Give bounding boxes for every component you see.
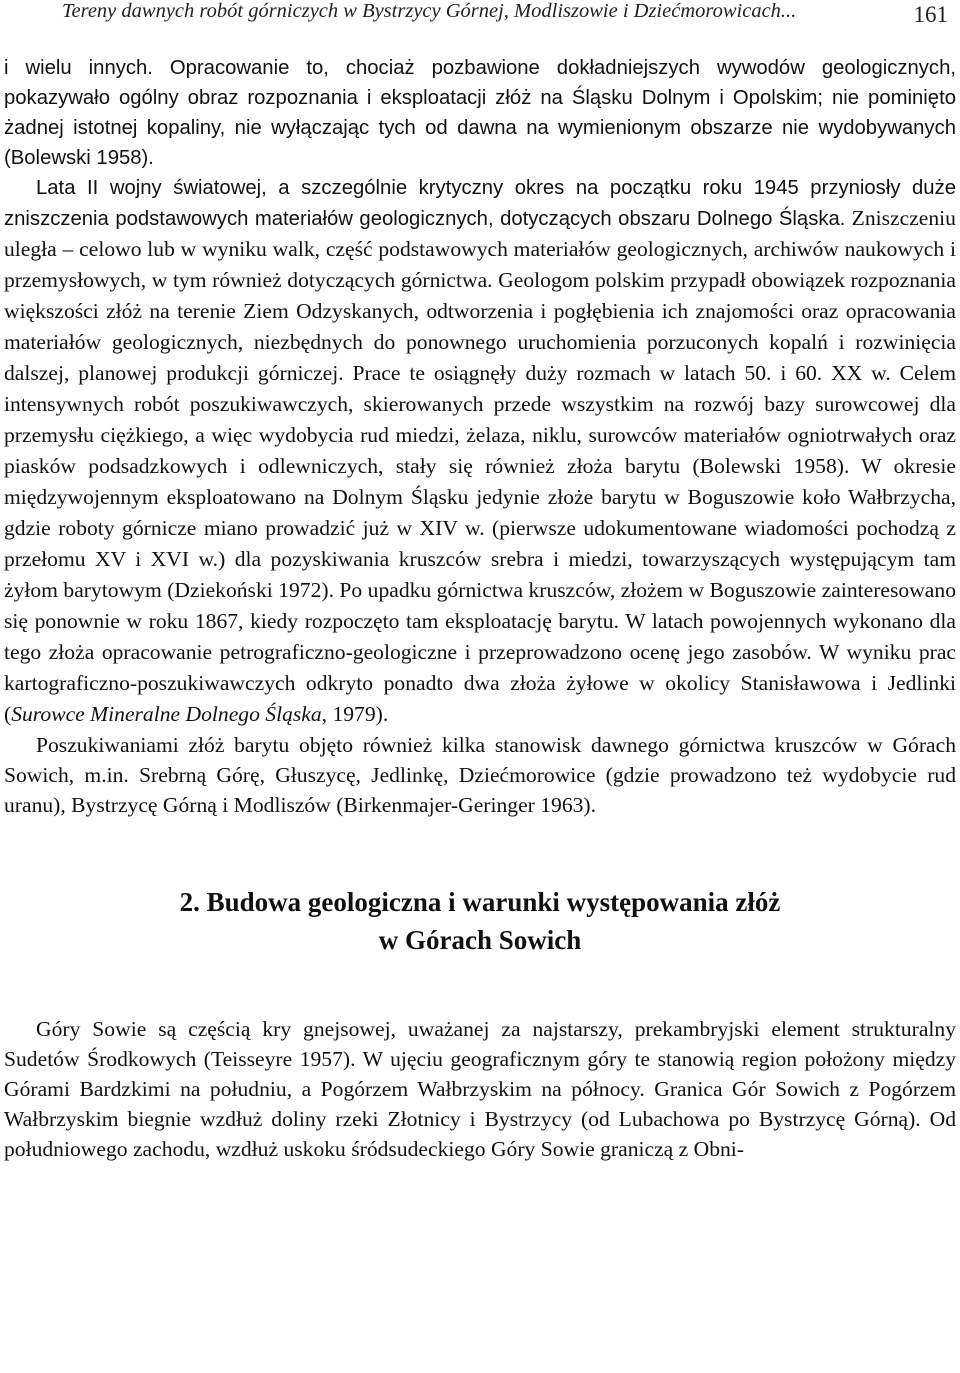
running-title: Tereny dawnych robót górniczych w Bystrzycy Górnej, Modliszowie i Dziećmorowicach... bbox=[62, 0, 797, 22]
paragraph-continued: i wielu innych. Opracowanie to, chociaż pozbawione dokładniejszych wywodów geologicznych, pokazywało ogólny obraz rozpoznania i eksploatacji złóż na Śląsku Dolnym i Opolskim; nie pominięto żadnej istotnej kopaliny, nie wyłączając tych od dawna na wymienionym obszarze nie wydobywanych (Bolewski 1958). bbox=[4, 57, 956, 169]
citation-title: Surowce Mineralne Dolnego Śląska bbox=[11, 702, 322, 726]
paragraph-war-losses-lead: Lata II wojny światowej, a szczególnie krytyczny okres na początku roku 1945 przyniosły duże zniszczenia podstawowych materiałów geologicznych, dotyczących obszaru Dolnego Śląska. bbox=[4, 177, 956, 230]
section-heading bbox=[4, 883, 956, 959]
page-body bbox=[4, 53, 956, 1164]
paragraph-war-losses-body: Zniszczeniu uległa – celowo lub w wyniku walk, część podstawowych materiałów geologicznych, archiwów naukowych i przemysłowych, w tym również dotyczących górnictwa. Geologom polskim przypadł obowiązek rozpoznania większości złóż na terenie Ziem Odzyskanych, odtworzenia i pogłębienia ich znajomości oraz opracowania materiałów geologicznych, niezbędnych do ponownego uruchomienia porzuconych kopalń i rozwinięcia dalszej, planowej produkcji górniczej. Prace te osiągnęły duży rozmach w latach 50. i 60. XX w. Celem intensywnych robót poszukiwawczych, skierowanych przede wszystkim na rozwój bazy surowcowej dla przemysłu ciężkiego, a więc wydobycia rud miedzi, żelaza, niklu, surowców materiałów ogniotrwałych oraz piasków podsadzkowych i odlewniczych, stały się również złoża barytu (Bolewski 1958). W okresie międzywojennym eksploatowano na Dolnym Śląsku jedynie złoże barytu w Boguszowie koło Wałbrzycha, gdzie roboty górnicze miano prowadzić już w XIV w. (pierwsze udokumentowane wiadomości pochodzą z przełomu XV i XVI w.) dla pozyskiwania kruszców srebra i miedzi, towarzyszących występującym tam żyłom barytowym (Dziekoński 1972). Po upadku górnictwa kruszców, złożem w Boguszowie zainteresowano się ponownie w roku 1867, kiedy rozpoczęto tam eksploatację barytu. W latach powojennych wykonano dla tego złoża opracowanie petrograficzno-geologiczne i przeprowadzono ocenę jego zasobów. W wyniku prac kartograficzno-poszukiwawczych odkryto ponadto dwa złoża żyłowe w okolicy Stanisławowa i Jedlinki ( bbox=[4, 206, 956, 726]
page-number: 161 bbox=[913, 2, 948, 27]
paragraph-barite-search: Poszukiwaniami złóż barytu objęto również kilka stanowisk dawnego górnictwa kruszców w Górach Sowich, m.in. Srebrną Górę, Głuszycę, Jedlinkę, Dziećmorowice (gdzie prowadzono też wydobycie rud uranu), Bystrzycę Górną i Modliszów (Birkenmajer-Geringer 1963). bbox=[4, 733, 956, 817]
paragraph-geology: Góry Sowie są częścią kry gnejsowej, uważanej za najstarszy, prekambryjski element strukturalny Sudetów Środkowych (Teisseyre 1957). W ujęciu geograficznym góry te stanowią region położony między Górami Bardzkimi na południu, a Pogórzem Wałbrzyskim na północy. Granica Gór Sowich z Pogórzem Wałbrzyskim biegnie wzdłuż doliny rzeki Złotnicy i Bystrzycy (od Lubachowa po Bystrzycę Górną). Od południowego zachodu, wzdłuż uskoku śródsudeckiego Góry Sowie graniczą z Obni- bbox=[4, 1017, 956, 1161]
paragraph-war-losses bbox=[4, 173, 956, 730]
page-header bbox=[0, 0, 960, 34]
citation-year: , 1979). bbox=[321, 702, 389, 726]
section-heading-line1: 2. Budowa geologiczna i warunki występowania złóż bbox=[179, 887, 781, 917]
section-heading-line2: w Górach Sowich bbox=[378, 925, 582, 955]
